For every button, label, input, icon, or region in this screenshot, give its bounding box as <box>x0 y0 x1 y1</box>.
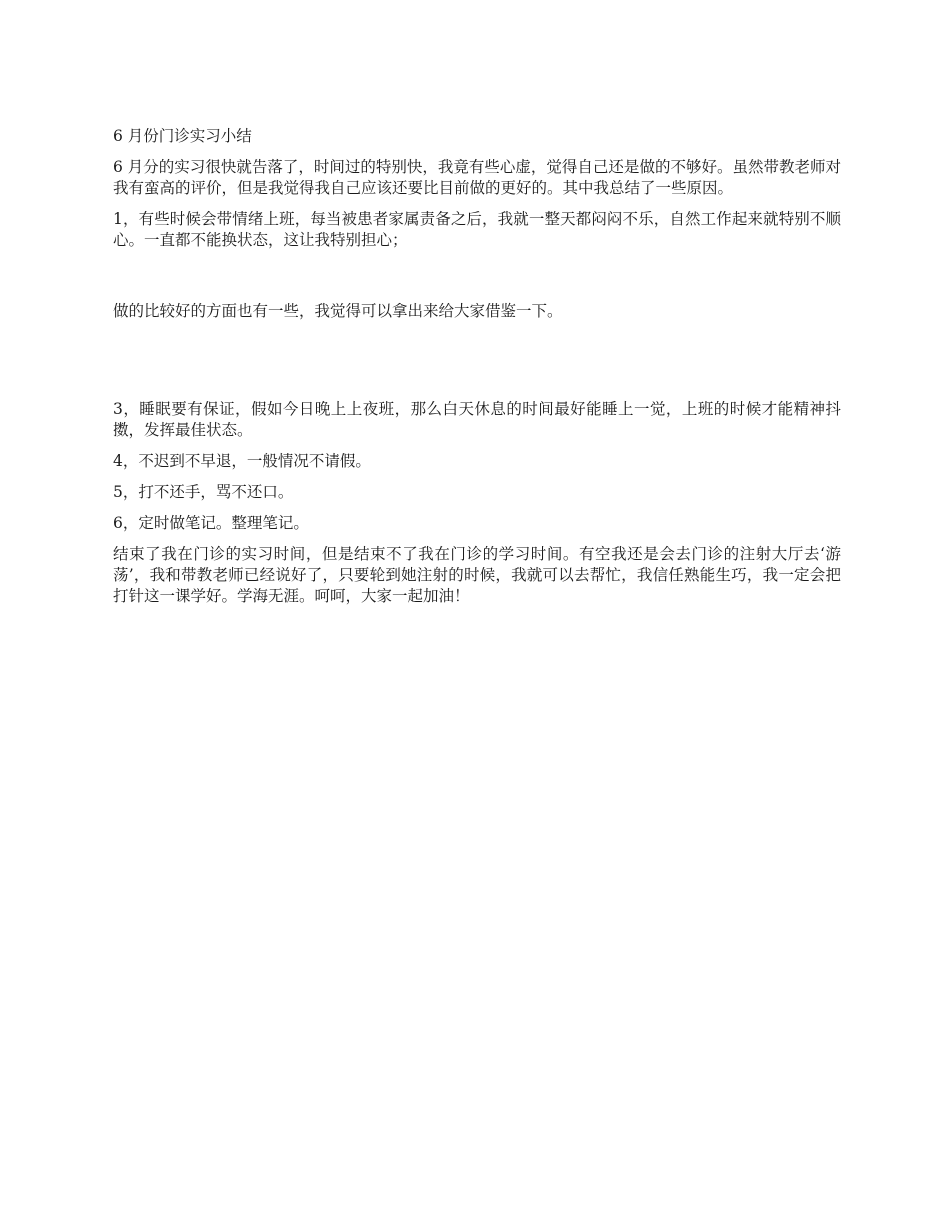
document-page <box>113 124 841 617</box>
paragraph-point-5: 5，打不还手，骂不还口。 <box>113 483 294 501</box>
paragraph-intro: 6 月分的实习很快就告落了，时间过的特别快，我竟有些心虚，觉得自己还是做的不够好。虽然带教老师对我有蛮高的评价，但是我觉得我自己应该还要比目前做的更好的。其中我总结了一些原因。 <box>113 158 841 197</box>
paragraph-conclusion: 结束了我在门诊的实习时间，但是结束不了我在门诊的学习时间。有空我还是会去门诊的注射大厅去‘游荡’，我和带教老师已经说好了，只要轮到她注射的时候，我就可以去帮忙，我信任熟能生巧，我一定会把打针这一课学好。学海无涯。呵呵，大家一起加油！ <box>113 545 841 605</box>
document-title: 6 月份门诊实习小结 <box>113 127 252 145</box>
paragraph-point-4: 4，不迟到不早退，一般情况不请假。 <box>113 452 371 470</box>
blank-gap <box>113 261 841 301</box>
blank-gap <box>113 332 841 399</box>
paragraph-point-6: 6，定时做笔记。整理笔记。 <box>113 514 309 532</box>
paragraph-point-3: 3，睡眠要有保证，假如今日晚上上夜班，那么白天休息的时间最好能睡上一觉，上班的时候才能精神抖擞，发挥最佳状态。 <box>113 400 841 439</box>
paragraph-point-1: 1，有些时候会带情绪上班，每当被患者家属责备之后，我就一整天都闷闷不乐，自然工作起来就特别不顺心。一直都不能换状态，这让我特别担心； <box>113 210 841 249</box>
paragraph-strengths: 做的比较好的方面也有一些，我觉得可以拿出来给大家借鉴一下。 <box>113 302 563 320</box>
